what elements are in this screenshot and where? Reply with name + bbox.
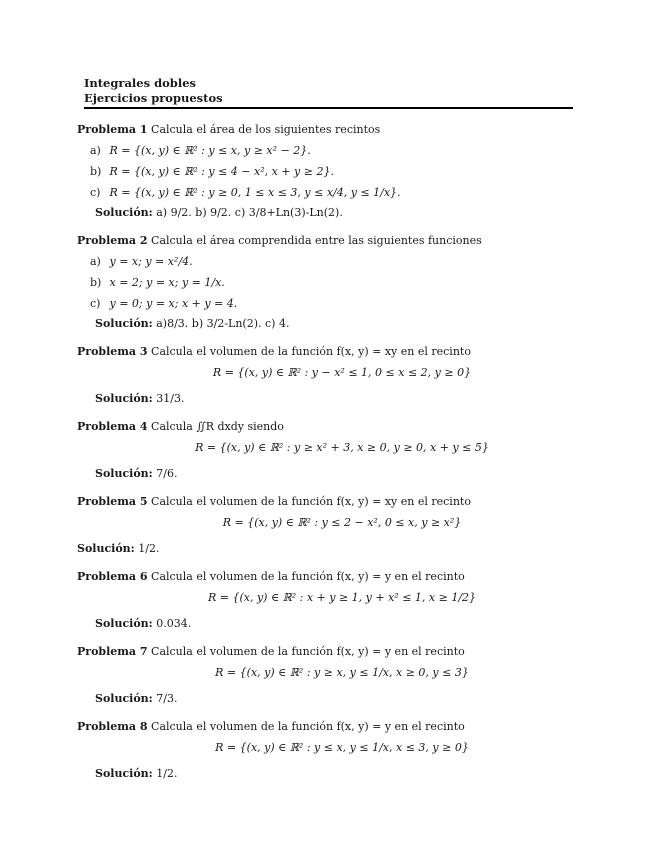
solution-text: a) 9/2. b) 9/2. c) 3/8+Ln(3)-Ln(2). (156, 206, 343, 219)
item-math: y = 0; y = x; x + y = 4. (109, 297, 238, 310)
solution-label: Solución: (95, 392, 153, 405)
document-subtitle: Ejercicios propuestos (84, 91, 223, 105)
solution-text: 1/2. (138, 542, 160, 555)
display-equation: R = {(x, y) ∈ ℝ² : y ≤ x, y ≤ 1/x, x ≤ 3, y ≥ 0} (215, 741, 469, 754)
solution-text: 7/3. (156, 692, 178, 705)
list-item (90, 164, 577, 180)
problem-label: Problema 3 (77, 345, 148, 358)
document-header (84, 76, 573, 106)
item-math: y = x; y = x²/4. (109, 255, 193, 268)
solution (95, 691, 577, 707)
display-equation: R = {(x, y) ∈ ℝ² : x + y ≥ 1, y + x² ≤ 1, x ≥ 1/2} (207, 591, 477, 604)
problem-label: Problema 1 (77, 123, 148, 136)
solution (95, 205, 577, 221)
problem-3 (77, 344, 577, 407)
item-label: c) (90, 297, 101, 310)
item-math: R = {(x, y) ∈ ℝ² : y ≥ 0, 1 ≤ x ≤ 3, y ≤ x/4, y ≤ 1/x}. (109, 186, 401, 199)
problem-4 (77, 419, 577, 482)
solution (95, 391, 577, 407)
problem-label: Problema 7 (77, 645, 148, 658)
solution-label: Solución: (95, 617, 153, 630)
list-item (90, 254, 577, 270)
solution-text: 0.034. (156, 617, 192, 630)
list-item (90, 296, 577, 312)
display-equation: R = {(x, y) ∈ ℝ² : y ≥ x² + 3, x ≥ 0, y ≥ 0, x + y ≤ 5} (195, 441, 489, 454)
solution-label: Solución: (95, 206, 153, 219)
solution-label: Solución: (77, 542, 135, 555)
item-math: R = {(x, y) ∈ ℝ² : y ≤ x, y ≥ x² − 2}. (109, 144, 311, 157)
problem-2 (77, 233, 577, 332)
solution-text: a)8/3. b) 3/2-Ln(2). c) 4. (156, 317, 290, 330)
problem-text: Calcula el volumen de la función f(x, y) = y en el recinto (151, 720, 465, 733)
header-rule (84, 107, 573, 109)
solution-text: 31/3. (156, 392, 185, 405)
item-label: b) (90, 276, 102, 289)
problem-7 (77, 644, 577, 707)
problems-list (77, 122, 577, 794)
item-label: b) (90, 165, 102, 178)
list-item (90, 275, 577, 291)
problem-text: Calcula el volumen de la función f(x, y) = xy en el recinto (151, 495, 471, 508)
problem-5 (77, 494, 577, 557)
solution-label: Solución: (95, 767, 153, 780)
problem-text: Calcula el volumen de la función f(x, y) = y en el recinto (151, 570, 465, 583)
problem-text: Calcula el área de los siguientes recintos (151, 123, 381, 136)
solution-label: Solución: (95, 317, 153, 330)
document-title: Integrales dobles (84, 76, 196, 90)
problem-text: Calcula ∬R dxdy siendo (151, 420, 284, 433)
solution-label: Solución: (95, 692, 153, 705)
display-equation: R = {(x, y) ∈ ℝ² : y ≤ 2 − x², 0 ≤ x, y ≥ x²} (222, 516, 462, 529)
display-equation: R = {(x, y) ∈ ℝ² : y − x² ≤ 1, 0 ≤ x ≤ 2, y ≥ 0} (212, 366, 472, 379)
solution-text: 7/6. (156, 467, 178, 480)
solution (95, 616, 577, 632)
item-math: R = {(x, y) ∈ ℝ² : y ≤ 4 − x², x + y ≥ 2}. (109, 165, 334, 178)
list-item (90, 143, 577, 159)
problem-label: Problema 6 (77, 570, 148, 583)
problem-6 (77, 569, 577, 632)
problem-text: Calcula el volumen de la función f(x, y) = y en el recinto (151, 645, 465, 658)
problem-text: Calcula el área comprendida entre las siguientes funciones (151, 234, 482, 247)
item-math: x = 2; y = x; y = 1/x. (109, 276, 225, 289)
problem-label: Problema 5 (77, 495, 148, 508)
solution-text: 1/2. (156, 767, 178, 780)
problem-8 (77, 719, 577, 782)
problem-text: Calcula el volumen de la función f(x, y) = xy en el recinto (151, 345, 471, 358)
solution (95, 316, 577, 332)
item-label: a) (90, 255, 101, 268)
problem-1 (77, 122, 577, 221)
item-label: c) (90, 186, 101, 199)
solution (95, 466, 577, 482)
problem-label: Problema 4 (77, 420, 148, 433)
list-item (90, 185, 577, 201)
problem-items (90, 143, 577, 201)
solution (77, 541, 577, 557)
problem-label: Problema 2 (77, 234, 148, 247)
display-equation: R = {(x, y) ∈ ℝ² : y ≥ x, y ≤ 1/x, x ≥ 0, y ≤ 3} (215, 666, 469, 679)
item-label: a) (90, 144, 101, 157)
problem-items (90, 254, 577, 312)
solution-label: Solución: (95, 467, 153, 480)
solution (95, 766, 577, 782)
problem-label: Problema 8 (77, 720, 148, 733)
